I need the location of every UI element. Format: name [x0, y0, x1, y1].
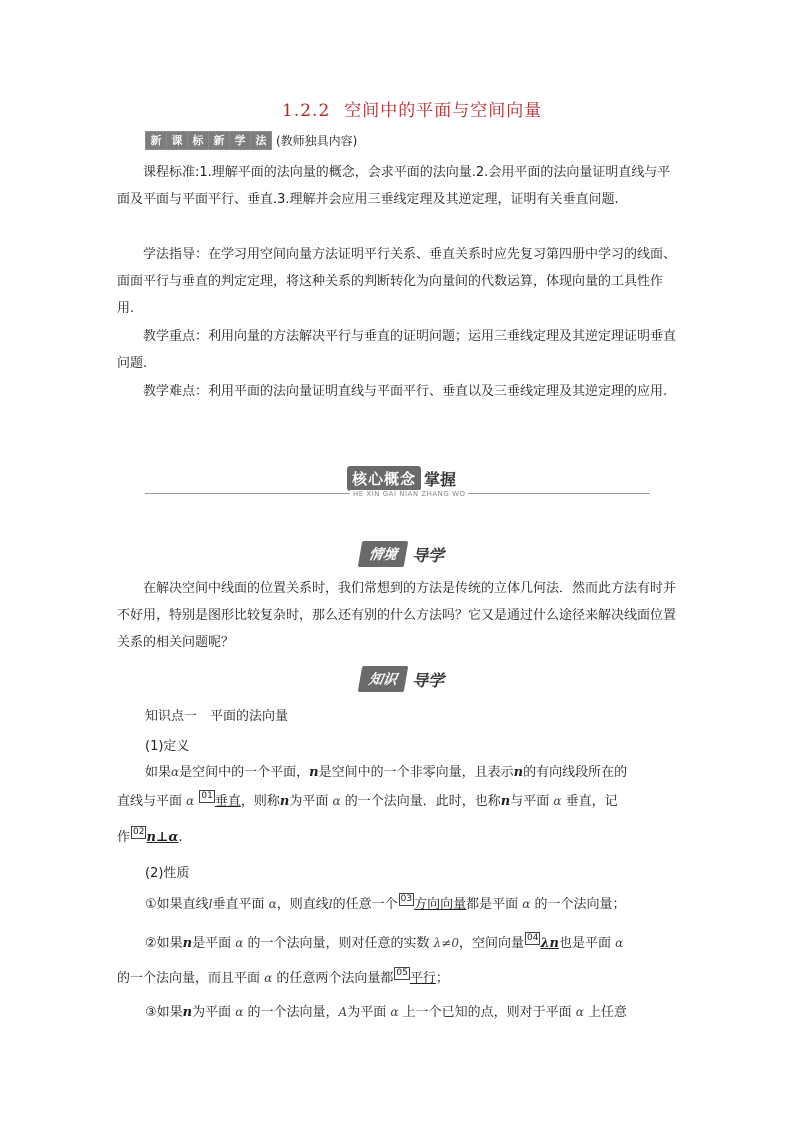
alpha-symbol: α: [332, 794, 341, 808]
vector-n: n: [182, 1005, 193, 1020]
vector-n: n: [513, 765, 524, 780]
text-run: 也是平面: [559, 936, 612, 951]
vector-n: n: [500, 794, 511, 809]
text-run: 是空间中的一个非零向量，且表示: [318, 765, 514, 780]
answer-number-box: 02: [133, 827, 145, 837]
text-run: ①如果直线: [145, 897, 209, 912]
label-char: 标: [188, 132, 208, 149]
label-char: 新: [146, 132, 166, 149]
situation-text: 在解决空间中线面的位置关系时，我们常想到的方法是传统的立体几何法．然而此方法有时并不好用，特别是图形比较复杂时，那么还有别的什么方法吗？它又是通过什么途径来解决线面位置关系的相关问题呢？: [117, 581, 677, 650]
banner-dark-text: 核心概念: [347, 466, 421, 491]
text-run: ②如果: [145, 936, 183, 951]
text-run: 的一个法向量；: [534, 897, 626, 912]
text-run: 为平面: [289, 794, 329, 809]
property-2-cont: [117, 967, 449, 986]
property-3: [145, 1001, 627, 1020]
answer-text: λn: [540, 936, 560, 951]
label-char: 学: [230, 132, 250, 149]
alpha-symbol: α: [390, 1005, 399, 1019]
text-run: 直线与平面: [117, 794, 183, 809]
text-run: 垂直，记: [565, 794, 618, 809]
text-run: 的一个法向量．此时，也称: [344, 794, 501, 809]
answer-text: n⊥α: [146, 830, 179, 845]
answer-number-box: 03: [400, 894, 413, 904]
text-run: 为平面: [347, 1005, 387, 1020]
text-run: ③如果: [145, 1005, 183, 1020]
alpha-symbol: α: [186, 794, 195, 808]
text-run: .: [178, 830, 183, 845]
text-run: ，则直线: [276, 897, 329, 912]
teaching-key: 教学重点：利用向量的方法解决平行与垂直的证明问题；运用三垂线定理及其逆定理证明垂直问题.: [117, 329, 677, 371]
answer-text: 方向向量: [414, 897, 467, 912]
text-run: 与平面: [510, 794, 550, 809]
section-number: 1.2.2: [282, 101, 331, 121]
knowledge-point-title: 知识点一 平面的法向量: [145, 709, 289, 724]
tag-light: 导学: [412, 545, 445, 565]
situation-tag: [360, 541, 444, 567]
text-run: 作: [117, 830, 131, 845]
text-run: 上任意: [588, 1005, 628, 1020]
text-run: 是空间中的一个平面，: [179, 765, 310, 780]
text-run: 的任意两个法向量都: [276, 971, 394, 986]
course-standard: 课程标准:1.理解平面的法向量的概念，会求平面的法向量.2.会用平面的法向量证明直线与平面及平面与平面平行、垂直.3.理解并会应用三垂线定理及其逆定理，证明有关垂直问题.: [117, 165, 671, 207]
definition-line-1: [145, 761, 627, 780]
alpha-symbol: α: [264, 971, 273, 985]
text-run: 的一个法向量，而且平面: [117, 971, 261, 986]
tag-dark: 情境: [358, 541, 409, 567]
answer-text: 平行: [409, 971, 436, 986]
section-banner: [145, 463, 650, 503]
text-run: 的一个法向量，: [247, 1005, 339, 1020]
alpha-symbol: α: [235, 1005, 244, 1019]
line-symbol: l: [328, 897, 333, 911]
answer-number-box: 01: [201, 791, 213, 801]
line-symbol: l: [208, 897, 213, 911]
text-run: 的一个法向量，则对任意的实数: [247, 936, 430, 951]
alpha-symbol: α: [553, 794, 562, 808]
tag-light: 导学: [412, 670, 445, 690]
label-char: 法: [251, 132, 271, 149]
answer-text: 垂直: [214, 794, 241, 809]
property-1: [145, 893, 626, 912]
definition-line-2: [117, 790, 618, 809]
definition-title: (1)定义: [145, 739, 190, 754]
text-run: 是平面: [192, 936, 232, 951]
teaching-difficulty: 教学难点：利用平面的法向量证明直线与平面平行、垂直以及三垂线定理及其逆定理的应用.: [143, 384, 668, 399]
alpha-symbol: α: [171, 765, 180, 779]
alpha-symbol: α: [522, 897, 531, 911]
text-run: 为平面: [192, 1005, 232, 1020]
new-curriculum-label: [145, 131, 357, 150]
page-title: [282, 96, 542, 121]
definition-line-3: [117, 826, 183, 845]
answer-number-box: 05: [396, 968, 408, 978]
text-run: 上一个已知的点，则对于平面: [402, 1005, 572, 1020]
lambda-symbol: λ≠0: [433, 936, 459, 950]
property-2: [145, 932, 623, 951]
tag-dark: 知识: [358, 666, 409, 692]
text-run: ，则称: [240, 794, 280, 809]
banner-pinyin: HE XIN GAI NIAN ZHANG WO: [350, 490, 468, 498]
label-char: 课: [167, 132, 187, 149]
vector-n: n: [309, 765, 319, 780]
banner-light-text: 掌握: [424, 470, 457, 489]
alpha-symbol: α: [575, 1005, 584, 1019]
property-title: (2)性质: [145, 866, 190, 881]
alpha-symbol: α: [615, 936, 624, 950]
study-method: 学法指导：在学习用空间向量方法证明平行关系、垂直关系时应先复习第四册中学习的线面、面面平行与垂直的判定定理，将这种关系的判断转化为向量间的代数运算，体现向量的工具性作用.: [117, 247, 677, 316]
alpha-symbol: α: [235, 936, 244, 950]
text-run: 的有向线段所在的: [523, 765, 628, 780]
text-run: ；: [435, 971, 449, 986]
title-text: 空间中的平面与空间向量: [344, 101, 543, 121]
point-symbol: A: [338, 1005, 348, 1019]
vector-n: n: [279, 794, 290, 809]
text-run: 如果: [145, 765, 172, 780]
knowledge-tag: [360, 666, 444, 692]
text-run: 都是平面: [466, 897, 519, 912]
text-run: ，空间向量: [458, 936, 524, 951]
vector-n: n: [182, 936, 193, 951]
text-run: 垂直平面: [212, 897, 265, 912]
label-char: 新: [209, 132, 229, 149]
teacher-note: (教师独具内容): [276, 134, 358, 148]
alpha-symbol: α: [268, 897, 277, 911]
text-run: 的任意一个: [332, 897, 398, 912]
answer-number-box: 04: [526, 933, 539, 943]
